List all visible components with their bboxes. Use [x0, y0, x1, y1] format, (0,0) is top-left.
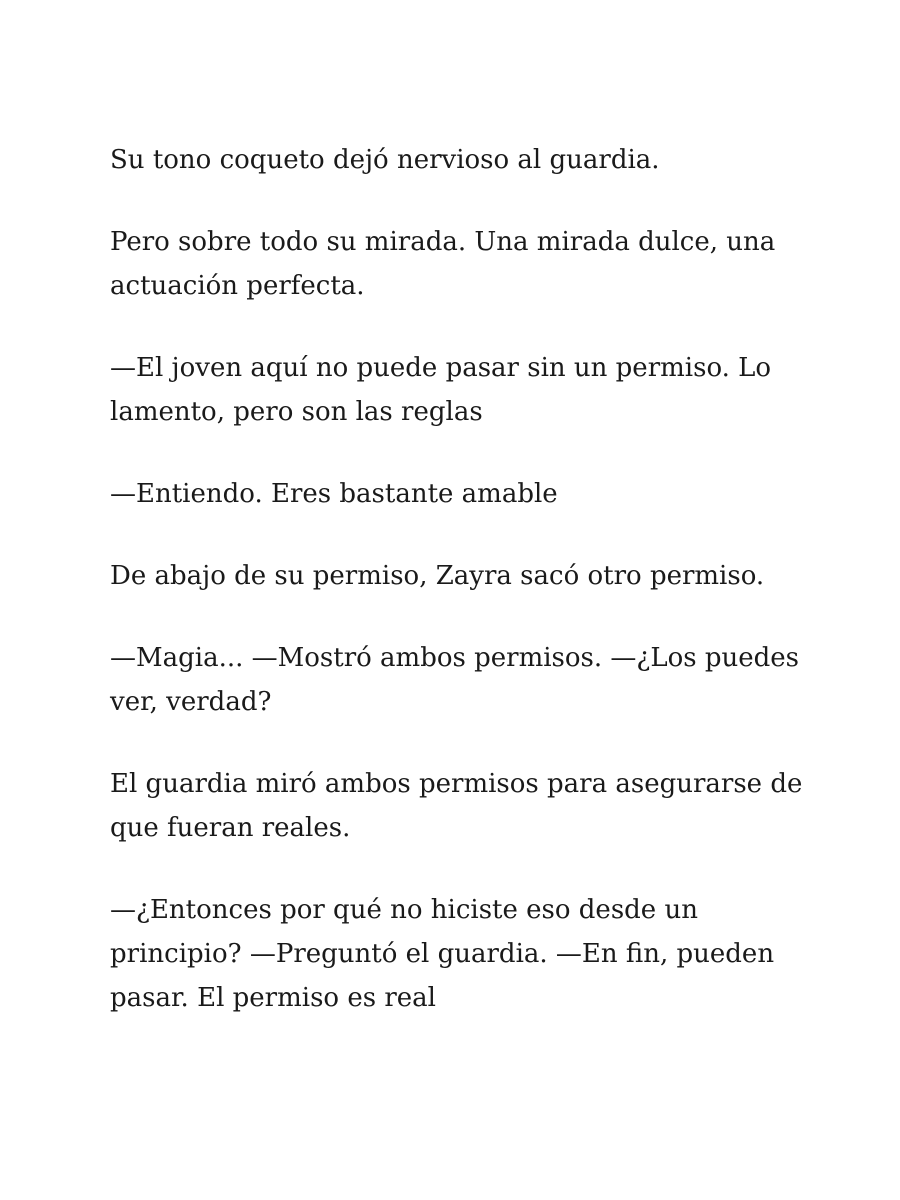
paragraph-1: Su tono coqueto dejó nervioso al guardia.	[110, 145, 660, 175]
paragraph-8: —¿Entonces por qué no hiciste eso desde un principio? —Preguntó el guardia. —En fin, pueden pasar. El permiso es real	[110, 895, 775, 1013]
document-page	[110, 138, 810, 1020]
paragraph-3: —El joven aquí no puede pasar sin un permiso. Lo lamento, pero son las reglas	[110, 353, 772, 427]
paragraph-2: Pero sobre todo su mirada. Una mirada dulce, una actuación perfecta.	[110, 227, 776, 301]
paragraph-5: De abajo de su permiso, Zayra sacó otro permiso.	[110, 561, 765, 591]
paragraph-7: El guardia miró ambos permisos para asegurarse de que fueran reales.	[110, 769, 803, 843]
paragraph-4: —Entiendo. Eres bastante amable	[110, 479, 558, 509]
paragraph-6: —Magia... —Mostró ambos permisos. —¿Los puedes ver, verdad?	[110, 643, 800, 717]
